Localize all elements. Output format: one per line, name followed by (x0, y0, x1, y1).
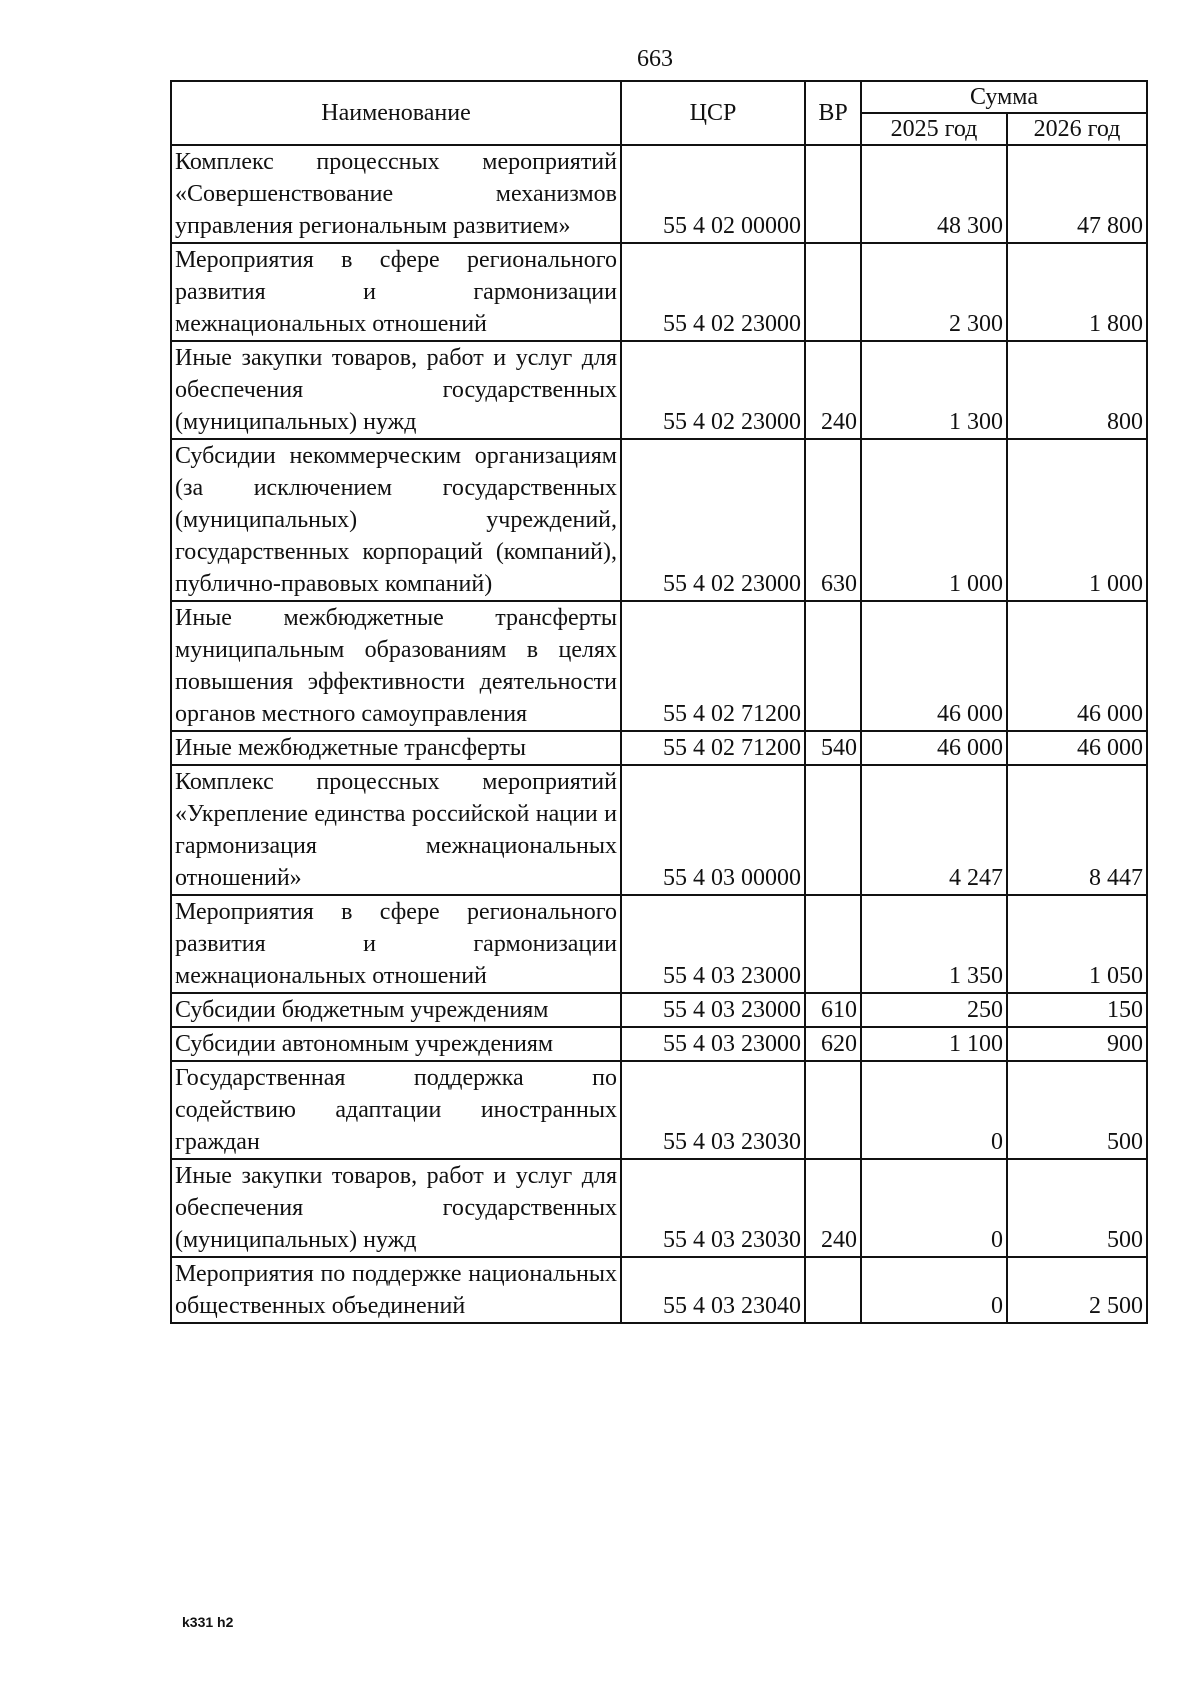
table-row (171, 145, 1147, 243)
row-amount-2025: 1 100 (861, 1027, 1007, 1061)
header-name: Наименование (171, 81, 621, 145)
row-amount-2026: 47 800 (1007, 145, 1147, 243)
row-name: Государственная поддержка по содействию адаптации иностранных граждан (171, 1061, 621, 1159)
row-name: Иные межбюджетные трансферты (171, 731, 621, 765)
row-name: Иные закупки товаров, работ и услуг для обеспечения государственных (муниципальных) нужд (171, 341, 621, 439)
footer-code: k331 h2 (182, 1614, 234, 1630)
header-csr: ЦСР (621, 81, 805, 145)
row-amount-2026: 2 500 (1007, 1257, 1147, 1323)
row-amount-2025: 0 (861, 1257, 1007, 1323)
row-amount-2025: 4 247 (861, 765, 1007, 895)
row-amount-2026: 46 000 (1007, 731, 1147, 765)
row-vr: 240 (805, 341, 861, 439)
row-name: Комплекс процессных мероприятий «Укрепление единства российской нации и гармонизация межнациональных отношений» (171, 765, 621, 895)
row-name: Субсидии некоммерческим организациям (за исключением государственных (муниципальных) учреждений, государственных корпораций (компаний), публично-правовых компаний) (171, 439, 621, 601)
row-amount-2026: 500 (1007, 1061, 1147, 1159)
row-csr: 55 4 03 00000 (621, 765, 805, 895)
row-amount-2026: 1 050 (1007, 895, 1147, 993)
budget-table (170, 80, 1148, 1324)
row-amount-2025: 2 300 (861, 243, 1007, 341)
table-row (171, 439, 1147, 601)
row-amount-2025: 1 300 (861, 341, 1007, 439)
row-vr (805, 243, 861, 341)
row-amount-2025: 250 (861, 993, 1007, 1027)
row-csr: 55 4 03 23040 (621, 1257, 805, 1323)
row-vr (805, 895, 861, 993)
row-name: Мероприятия в сфере регионального развития и гармонизации межнациональных отношений (171, 895, 621, 993)
header-sum: Сумма (861, 81, 1147, 113)
row-vr (805, 1061, 861, 1159)
row-name: Иные закупки товаров, работ и услуг для обеспечения государственных (муниципальных) нужд (171, 1159, 621, 1257)
row-amount-2025: 1 350 (861, 895, 1007, 993)
row-amount-2025: 0 (861, 1061, 1007, 1159)
row-vr: 620 (805, 1027, 861, 1061)
row-vr: 630 (805, 439, 861, 601)
row-amount-2025: 46 000 (861, 731, 1007, 765)
row-vr: 240 (805, 1159, 861, 1257)
header-vr: ВР (805, 81, 861, 145)
row-amount-2025: 0 (861, 1159, 1007, 1257)
row-vr (805, 1257, 861, 1323)
row-vr: 540 (805, 731, 861, 765)
header-year-2026: 2026 год (1007, 113, 1147, 145)
row-name: Мероприятия в сфере регионального развития и гармонизации межнациональных отношений (171, 243, 621, 341)
table-row (171, 993, 1147, 1027)
row-vr: 610 (805, 993, 861, 1027)
row-name: Субсидии бюджетным учреждениям (171, 993, 621, 1027)
table-row (171, 1027, 1147, 1061)
row-csr: 55 4 03 23000 (621, 993, 805, 1027)
table-row (171, 1257, 1147, 1323)
row-csr: 55 4 02 71200 (621, 601, 805, 731)
header-year-2025: 2025 год (861, 113, 1007, 145)
row-vr (805, 601, 861, 731)
row-amount-2026: 150 (1007, 993, 1147, 1027)
row-amount-2026: 500 (1007, 1159, 1147, 1257)
row-amount-2026: 46 000 (1007, 601, 1147, 731)
row-name: Субсидии автономным учреждениям (171, 1027, 621, 1061)
table-row (171, 731, 1147, 765)
row-amount-2025: 48 300 (861, 145, 1007, 243)
row-amount-2026: 8 447 (1007, 765, 1147, 895)
row-csr: 55 4 02 23000 (621, 243, 805, 341)
page-number: 663 (637, 46, 673, 72)
table-row (171, 1061, 1147, 1159)
table-row (171, 765, 1147, 895)
row-csr: 55 4 03 23030 (621, 1159, 805, 1257)
table-header (171, 81, 1147, 145)
row-csr: 55 4 02 23000 (621, 341, 805, 439)
table-row (171, 895, 1147, 993)
row-csr: 55 4 02 23000 (621, 439, 805, 601)
row-name: Иные межбюджетные трансферты муниципальным образованиям в целях повышения эффективности деятельности органов местного самоуправления (171, 601, 621, 731)
row-amount-2025: 46 000 (861, 601, 1007, 731)
table-row (171, 1159, 1147, 1257)
row-name: Мероприятия по поддержке национальных общественных объединений (171, 1257, 621, 1323)
row-amount-2026: 900 (1007, 1027, 1147, 1061)
row-vr (805, 765, 861, 895)
row-csr: 55 4 03 23030 (621, 1061, 805, 1159)
row-amount-2026: 800 (1007, 341, 1147, 439)
row-csr: 55 4 02 71200 (621, 731, 805, 765)
table-row (171, 341, 1147, 439)
row-name: Комплекс процессных мероприятий «Совершенствование механизмов управления региональным развитием» (171, 145, 621, 243)
row-vr (805, 145, 861, 243)
table-body (171, 145, 1147, 1323)
row-amount-2026: 1 000 (1007, 439, 1147, 601)
row-csr: 55 4 03 23000 (621, 895, 805, 993)
row-csr: 55 4 02 00000 (621, 145, 805, 243)
table-row (171, 601, 1147, 731)
table-row (171, 243, 1147, 341)
row-csr: 55 4 03 23000 (621, 1027, 805, 1061)
row-amount-2025: 1 000 (861, 439, 1007, 601)
row-amount-2026: 1 800 (1007, 243, 1147, 341)
